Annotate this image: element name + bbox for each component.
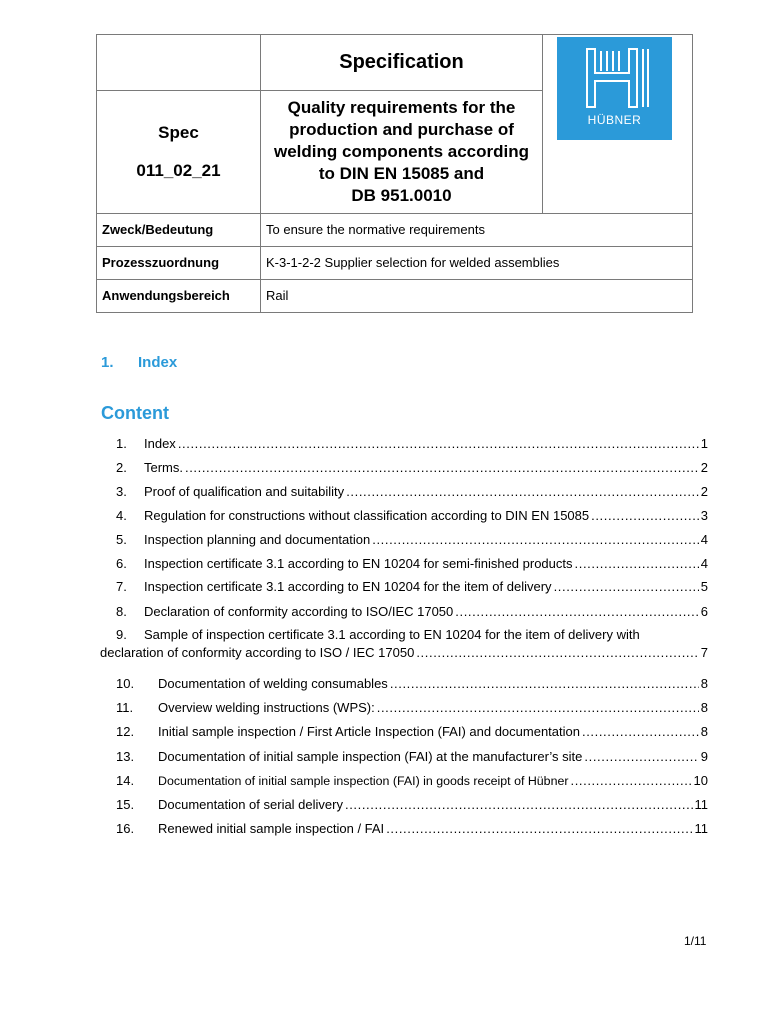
meta-value: K-3-1-2-2 Supplier selection for welded assemblies <box>261 246 693 279</box>
toc-page: 2 <box>700 484 708 499</box>
toc-entry[interactable] <box>116 436 708 456</box>
spec-number: 011_02_21 <box>136 160 221 180</box>
toc-title: Terms. <box>144 460 183 475</box>
toc-leader <box>377 700 699 715</box>
toc-title: Initial sample inspection / First Article Inspection (FAI) and documentation <box>158 724 580 739</box>
toc-page: 6 <box>700 604 708 619</box>
meta-row <box>97 213 693 246</box>
toc-title: Sample of inspection certificate 3.1 according to EN 10204 for the item of delivery with <box>144 627 640 642</box>
header-empty-cell <box>97 35 261 91</box>
toc-entry[interactable] <box>116 556 708 576</box>
toc-leader <box>554 579 699 594</box>
toc-leader <box>455 604 699 619</box>
toc-number: 9. <box>116 627 127 642</box>
toc-entry[interactable] <box>116 749 708 769</box>
spec-id-cell <box>97 91 261 213</box>
toc-entry[interactable] <box>116 773 708 793</box>
toc-title: Documentation of serial delivery <box>158 797 343 812</box>
toc-number: 7. <box>116 579 127 594</box>
index-heading <box>101 354 177 371</box>
toc-number: 11. <box>116 700 134 715</box>
toc-number: 3. <box>116 484 127 499</box>
description-line: welding components according <box>273 141 530 161</box>
toc-leader <box>575 556 699 571</box>
description-line: production and purchase of <box>289 119 514 139</box>
toc-entry[interactable] <box>116 797 708 817</box>
toc-page: 3 <box>700 508 708 523</box>
toc-page: 11 <box>694 821 708 836</box>
toc-number: 1. <box>116 436 127 451</box>
toc-entry[interactable] <box>116 532 708 552</box>
toc-leader <box>582 724 699 739</box>
toc-title: Inspection planning and documentation <box>144 532 371 547</box>
toc-page: 8 <box>700 724 708 739</box>
toc-title: Regulation for constructions without classification according to DIN EN 15085 <box>144 508 590 523</box>
toc-leader <box>372 532 699 547</box>
toc-page: 5 <box>700 579 708 594</box>
huebner-logo <box>557 37 672 140</box>
toc-leader <box>386 821 692 836</box>
toc-leader <box>178 436 699 451</box>
toc-entry[interactable] <box>116 579 708 599</box>
toc-number: 2. <box>116 460 127 475</box>
index-heading-title: Index <box>138 354 178 371</box>
toc-leader <box>390 676 699 691</box>
meta-label: Zweck/Bedeutung <box>97 213 261 246</box>
toc-title: Documentation of welding consumables <box>158 676 388 691</box>
page-number: 1/11 <box>684 934 707 948</box>
toc-title: Renewed initial sample inspection / FAI <box>158 821 385 836</box>
toc-title: Declaration of conformity according to ISO/IEC 17050 <box>144 604 454 619</box>
logo-text: HÜBNER <box>587 113 642 127</box>
toc-leader <box>345 797 693 812</box>
description-line: to DIN EN 15085 and <box>318 163 485 183</box>
meta-row <box>97 279 693 312</box>
spec-label: Spec <box>158 122 199 142</box>
toc-page: 2 <box>700 460 708 475</box>
toc-number: 5. <box>116 532 127 547</box>
toc-page: 10 <box>693 773 708 788</box>
logo-cell <box>543 35 693 214</box>
toc-entry[interactable] <box>116 604 708 624</box>
toc-page: 4 <box>700 532 708 547</box>
index-heading-number: 1. <box>101 354 114 371</box>
toc-number: 16. <box>116 821 135 836</box>
toc-page: 8 <box>700 700 708 715</box>
document-title: Specification <box>261 35 543 91</box>
toc-title: Documentation of initial sample inspection (FAI) in goods receipt of Hübner <box>158 774 569 788</box>
toc-number: 8. <box>116 604 127 619</box>
toc-entry[interactable] <box>100 627 708 667</box>
meta-row <box>97 246 693 279</box>
toc-entry-line2 <box>100 645 708 665</box>
toc-entry[interactable] <box>116 724 708 744</box>
toc-number: 6. <box>116 556 127 571</box>
toc-leader <box>416 645 698 660</box>
toc-page: 4 <box>700 556 708 571</box>
toc-number: 10. <box>116 676 135 691</box>
toc-page: 11 <box>694 797 708 812</box>
toc-entry[interactable] <box>116 676 708 696</box>
toc-page: 8 <box>700 676 708 691</box>
meta-label: Anwendungsbereich <box>97 279 261 312</box>
spec-description <box>261 91 543 213</box>
toc-number: 15. <box>116 797 135 812</box>
toc-title-continued: declaration of conformity according to ISO / IEC 17050 <box>100 645 415 660</box>
toc-number: 14. <box>116 773 135 788</box>
toc-leader <box>584 749 698 764</box>
toc-title: Inspection certificate 3.1 according to EN 10204 for semi-finished products <box>144 556 573 571</box>
meta-value: To ensure the normative requirements <box>261 213 693 246</box>
toc-title: Index <box>144 436 176 451</box>
toc-number: 12. <box>116 724 135 739</box>
toc-entry[interactable] <box>116 821 708 841</box>
meta-value: Rail <box>261 279 693 312</box>
toc-number: 4. <box>116 508 127 523</box>
description-line: Quality requirements for the <box>287 97 516 117</box>
toc-page: 1 <box>700 436 708 451</box>
meta-label: Prozesszuordnung <box>97 246 261 279</box>
toc-leader <box>591 508 699 523</box>
toc-leader <box>346 484 699 499</box>
content-heading: Content <box>101 403 169 423</box>
toc-page: 7 <box>700 645 708 660</box>
toc-page: 9 <box>700 749 708 764</box>
description-line: DB 951.0010 <box>351 185 452 205</box>
toc-leader <box>570 773 691 788</box>
toc-entry[interactable] <box>116 508 708 528</box>
toc-title: Overview welding instructions (WPS): <box>158 700 375 715</box>
toc-entry[interactable] <box>116 460 708 480</box>
toc-leader <box>185 460 699 475</box>
toc-title: Documentation of initial sample inspection (FAI) at the manufacturer’s site <box>158 749 583 764</box>
toc-entry[interactable] <box>116 484 708 504</box>
toc-title: Proof of qualification and suitability <box>144 484 345 499</box>
header-table <box>96 34 693 313</box>
toc-title: Inspection certificate 3.1 according to EN 10204 for the item of delivery <box>144 579 552 594</box>
toc-entry-line1 <box>116 627 708 647</box>
toc-number: 13. <box>116 749 135 764</box>
toc-entry[interactable] <box>116 700 708 720</box>
